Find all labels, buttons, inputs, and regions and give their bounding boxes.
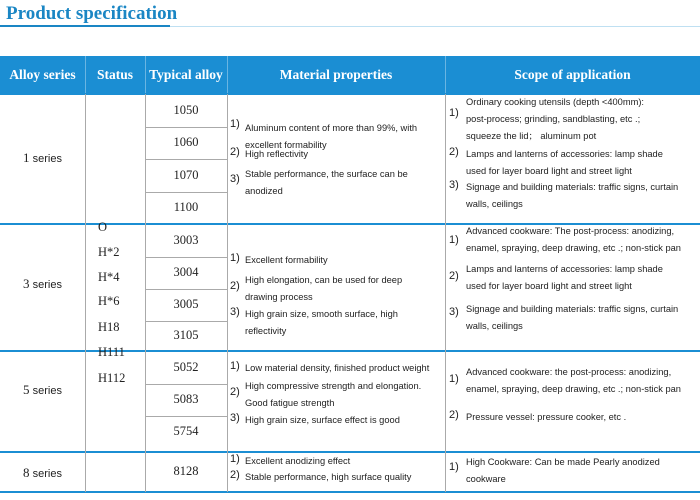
scope-text: Pressure vessel: pressure cooker, etc . — [466, 412, 627, 422]
scope-marker: 3) — [449, 179, 459, 191]
column-divider — [85, 94, 86, 492]
series-number: 1 — [23, 150, 30, 165]
status-value: H*2 — [98, 245, 120, 259]
scope-text: post-process; grinding, sandblasting, etc .; — [466, 114, 641, 124]
scope-text: Advanced cookware: The post-process: anodizing, — [466, 226, 675, 236]
series-label — [0, 276, 85, 292]
scope-text: Lamps and lanterns of accessories: lamp shade — [466, 149, 663, 159]
row-divider — [145, 384, 227, 385]
series-word: series — [29, 279, 62, 291]
scope-text: Lamps and lanterns of accessories: lamp shade — [466, 264, 663, 274]
scope-marker: 2) — [449, 146, 459, 158]
property-text: High grain size, smooth surface, high — [245, 309, 398, 319]
header-typical-alloy: Typical alloy — [149, 67, 223, 82]
series-number: 8 — [23, 465, 30, 480]
header-alloy-series: Alloy series — [9, 67, 76, 82]
property-text: High reflectivity — [245, 149, 309, 159]
alloy-cell: 5052 — [173, 359, 199, 374]
alloy-cell: 1060 — [173, 135, 199, 149]
row-divider — [145, 127, 227, 128]
property-marker: 2) — [230, 280, 240, 292]
property-marker: 1) — [230, 118, 240, 130]
series-word: series — [29, 385, 62, 397]
property-text: High elongation, can be used for deep — [245, 275, 403, 285]
property-marker: 2) — [230, 386, 240, 398]
section-divider — [0, 451, 700, 453]
scope-text: enamel, spraying, deep drawing, etc .; non-stick pan — [466, 384, 681, 394]
scope-text: enamel, spraying, deep drawing, etc .; non-stick pan — [466, 243, 681, 253]
property-text: Stable performance, the surface can be — [245, 169, 408, 179]
series-label — [0, 382, 85, 398]
scope-marker: 2) — [449, 409, 459, 421]
scope-marker: 1) — [449, 461, 459, 473]
property-marker: 1) — [230, 360, 240, 372]
status-value: H112 — [98, 371, 126, 385]
row-divider — [145, 159, 227, 160]
alloy-cell: 3003 — [173, 232, 199, 247]
section-divider — [0, 491, 700, 493]
property-marker: 3) — [230, 306, 240, 318]
scope-marker: 1) — [449, 234, 459, 246]
scope-text: Signage and building materials: traffic signs, curtain — [466, 182, 679, 192]
scope-text: walls, ceilings — [466, 321, 523, 331]
row-divider — [145, 192, 227, 193]
series-number: 5 — [23, 382, 30, 397]
property-marker: 1) — [230, 252, 240, 264]
property-marker: 2) — [230, 146, 240, 158]
table-header — [0, 56, 700, 94]
property-text: Good fatigue strength — [245, 398, 335, 408]
property-text: High compressive strength and elongation. — [245, 381, 422, 391]
status-value: H*4 — [98, 270, 120, 284]
series-label — [0, 150, 85, 166]
column-divider — [227, 94, 228, 492]
status-value: H111 — [98, 345, 125, 359]
page-title: Product specification — [6, 3, 178, 24]
scope-text: Ordinary cooking utensils (depth <400mm): — [466, 97, 645, 107]
alloy-cell: 3005 — [173, 297, 199, 311]
property-marker: 3) — [230, 412, 240, 424]
header-scope: Scope of application — [514, 67, 631, 82]
property-marker: 2) — [230, 469, 240, 481]
header-status: Status — [96, 67, 133, 82]
property-text: Excellent formability — [245, 255, 328, 265]
alloy-cell: 1070 — [173, 167, 199, 182]
column-divider — [445, 94, 446, 492]
scope-text: used for layer board light and street light — [466, 281, 632, 291]
property-text: High grain size, surface effect is good — [245, 415, 400, 425]
scope-text: High Cookware: Can be made Pearly anodized — [466, 457, 660, 467]
series-label — [0, 465, 85, 481]
alloy-cell: 8128 — [173, 464, 199, 478]
status-value: O — [98, 220, 108, 234]
header-material-properties: Material properties — [279, 67, 393, 82]
property-text: Low material density, finished product weight — [245, 363, 430, 373]
alloy-cell: 5754 — [173, 423, 199, 438]
alloy-cell: 3105 — [173, 328, 199, 342]
alloy-cell: 1050 — [173, 102, 199, 117]
scope-marker: 1) — [449, 107, 459, 119]
scope-text: squeeze the lid； aluminum pot — [466, 131, 597, 141]
property-marker: 1) — [230, 453, 240, 465]
property-marker: 3) — [230, 173, 240, 185]
row-divider — [145, 416, 227, 417]
alloy-cell: 3004 — [173, 265, 199, 279]
property-text: Excellent anodizing effect — [245, 456, 351, 466]
property-text: excellent formability — [245, 140, 327, 150]
alloy-cell: 1100 — [173, 200, 199, 214]
row-divider — [145, 257, 227, 258]
property-text: anodized — [245, 186, 283, 196]
scope-text: Advanced cookware: the post-process: anodizing, — [466, 367, 672, 377]
series-word: series — [29, 153, 62, 165]
scope-text: used for layer board light and street light — [466, 166, 632, 176]
alloy-cell: 5083 — [173, 392, 199, 406]
series-word: series — [29, 468, 62, 480]
property-text: Aluminum content of more than 99%, with — [245, 123, 418, 133]
scope-marker: 3) — [449, 306, 459, 318]
status-value: H*6 — [98, 294, 120, 308]
scope-marker: 2) — [449, 270, 459, 282]
scope-marker: 1) — [449, 373, 459, 385]
scope-text: walls, ceilings — [466, 199, 523, 209]
scope-text: Signage and building materials: traffic signs, curtain — [466, 304, 679, 314]
title-underline — [0, 25, 170, 27]
status-value: H18 — [98, 320, 120, 334]
property-text: Stable performance, high surface quality — [245, 472, 412, 482]
property-text: drawing process — [245, 292, 313, 302]
row-divider — [145, 321, 227, 322]
property-text: reflectivity — [245, 326, 287, 336]
series-number: 3 — [23, 276, 30, 291]
scope-text: cookware — [466, 474, 506, 484]
row-divider — [145, 289, 227, 290]
